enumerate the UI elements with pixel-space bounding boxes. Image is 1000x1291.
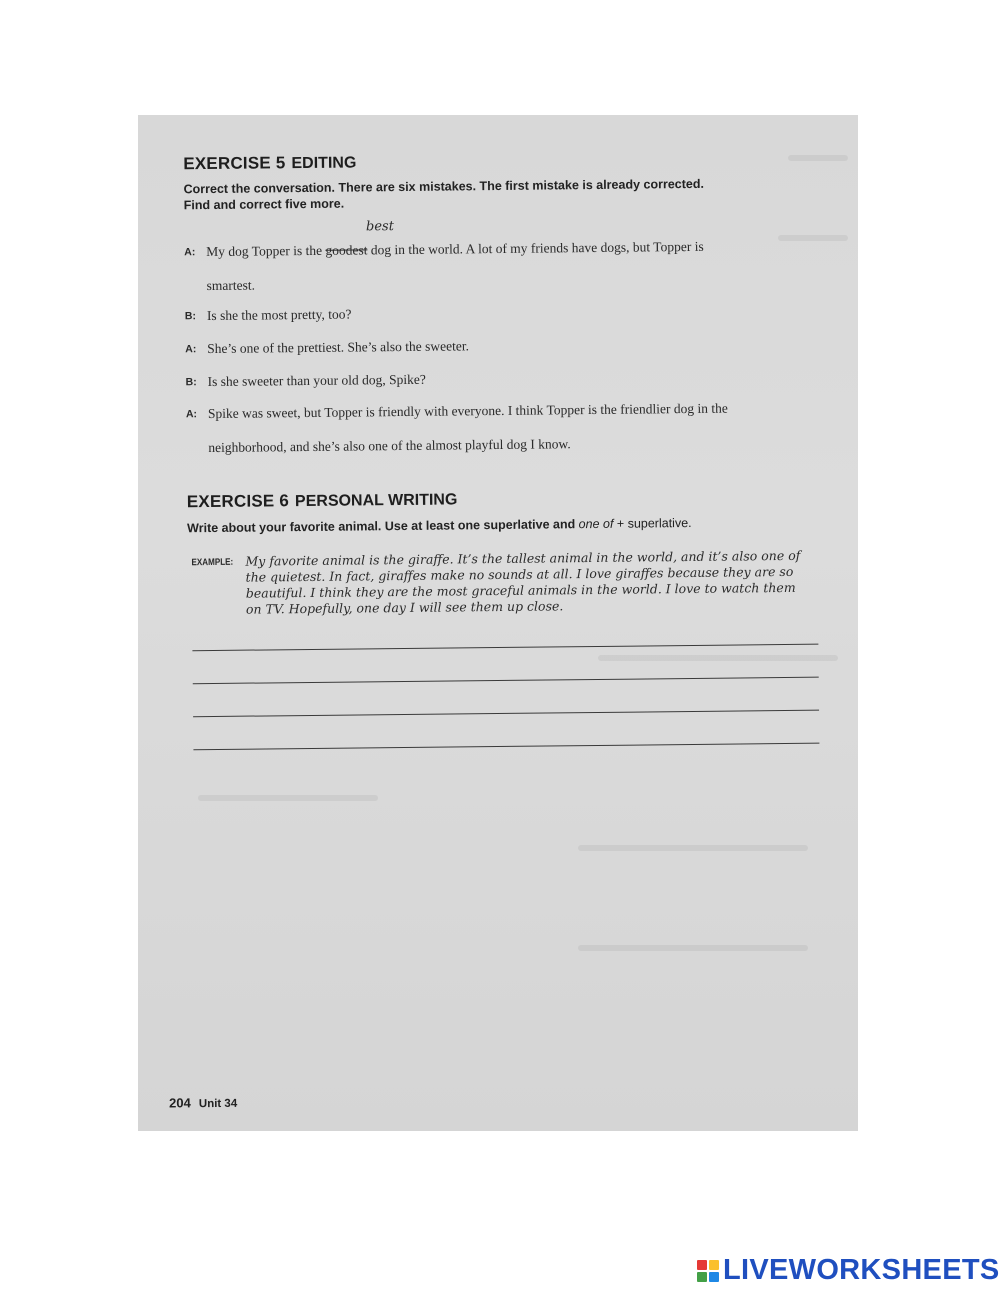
dialogue-line-2: smartest.: [206, 277, 256, 294]
speaker-label: B:: [185, 376, 197, 389]
page-footer: [169, 1094, 237, 1113]
example-line-3: beautiful. I think they are the most graceful animals in the world. I love to watch them: [245, 579, 796, 601]
dialogue-line-5: Is she sweeter than your old dog, Spike?: [207, 371, 426, 390]
exercise-6-instruction: [187, 516, 692, 535]
exercise-6-heading: [187, 489, 458, 512]
instruction-text: + superlative.: [613, 515, 692, 531]
exercise-5-instruction: Correct the conversation. There are six mistakes. The first mistake is already corrected.: [183, 176, 704, 197]
speaker-label: B:: [184, 310, 197, 323]
speaker-label: A:: [185, 408, 198, 421]
liveworksheets-wordmark: LIVEWORKSHEETS: [723, 1254, 1000, 1286]
dialogue-line-4: She’s one of the prettiest. She’s also the sweeter.: [207, 338, 470, 357]
worksheet-page: [138, 115, 858, 1131]
exercise-5-instruction-2: Find and correct five more.: [183, 196, 345, 213]
unit-label: Unit 34: [198, 1097, 238, 1111]
writing-line[interactable]: [193, 710, 819, 718]
dialogue-line-7: neighborhood, and she’s also one of the almost playful dog I know.: [208, 436, 571, 456]
logo-square-red: [697, 1260, 707, 1270]
exercise-6-title: PERSONAL WRITING: [294, 491, 458, 511]
struck-word: goodest: [325, 242, 368, 258]
logo-square-blue: [709, 1272, 719, 1282]
dialogue-text: dog in the world. A lot of my friends have dogs, but Topper is: [367, 238, 704, 258]
page-number: 204: [169, 1095, 191, 1111]
exercise-5-heading: [183, 152, 356, 174]
exercise-5-number: EXERCISE 5: [183, 153, 286, 174]
dialogue-line-6: Spike was sweet, but Topper is friendly with everyone. I think Topper is the friendlier dog in the: [207, 400, 728, 422]
correction-best: best: [365, 219, 394, 235]
liveworksheets-logo[interactable]: [697, 1256, 1000, 1285]
instruction-text: Write about your favorite animal. Use at least one superlative and: [187, 517, 579, 536]
logo-square-green: [697, 1272, 707, 1282]
dialogue-line-3: Is she the most pretty, too?: [206, 306, 352, 324]
writing-line[interactable]: [193, 677, 819, 685]
example-line-1: My favorite animal is the giraffe. It’s the tallest animal in the world, and it’s also one of: [245, 547, 801, 569]
example-line-4: on TV. Hopefully, one day I will see them up close.: [245, 598, 564, 617]
writing-line[interactable]: [192, 644, 818, 652]
exercise-6-number: EXERCISE 6: [186, 491, 290, 512]
liveworksheets-icon: [697, 1260, 719, 1282]
instruction-emphasis: one of: [578, 516, 614, 532]
example-label: EXAMPLE:: [191, 556, 234, 569]
speaker-label: A:: [184, 246, 196, 259]
logo-square-yellow: [709, 1260, 719, 1270]
worksheet-photo: [138, 115, 858, 1131]
speaker-label: A:: [185, 343, 197, 356]
writing-line[interactable]: [193, 743, 819, 751]
dialogue-line-1: [206, 239, 704, 260]
dialogue-text: My dog Topper is the: [206, 242, 326, 260]
exercise-5-title: EDITING: [291, 154, 357, 173]
example-line-2: the quietest. In fact, giraffes make no sounds at all. I love giraffes because they are so: [245, 563, 794, 585]
